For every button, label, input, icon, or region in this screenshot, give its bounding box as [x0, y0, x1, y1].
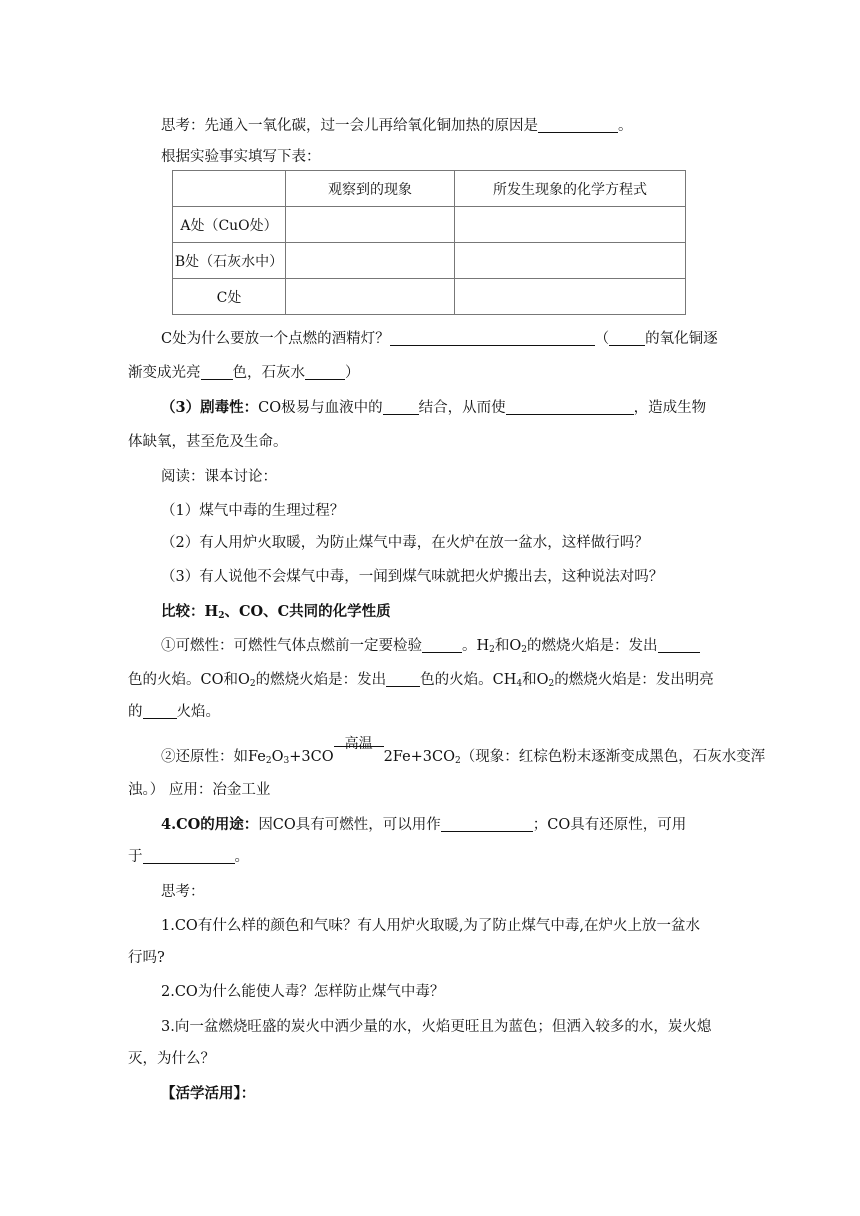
toxicity-line-2: 体缺氧，甚至危及生命。	[128, 434, 288, 450]
reading-item: （2）有人用炉火取暖，为防止煤气中毒，在火炉在放一盆水，这样做行吗？	[161, 535, 649, 551]
c-question-line-2: 渐变成光亮 色，石灰水 ）	[128, 365, 360, 381]
reduction-line-2: 浊。） 应用：冶金工业	[128, 782, 271, 798]
answer-blank[interactable]	[538, 118, 618, 134]
combustibility-line-3: 的 火焰。	[128, 704, 220, 720]
answer-blank[interactable]	[143, 849, 235, 865]
row-label: B处（石灰水中）	[173, 243, 286, 279]
experiment-table	[172, 170, 686, 315]
answer-cell[interactable]	[455, 243, 686, 279]
think-title: 思考：	[161, 884, 205, 900]
think-text: 思考：先通入一氧化碳，过一会儿再给氧化铜加热的原因是	[161, 118, 538, 134]
table-header-row	[173, 171, 686, 207]
table-header-cell: 所发生现象的化学方程式	[455, 171, 686, 207]
reaction-condition: 高温	[334, 747, 384, 762]
think-question-cont: 灭，为什么？	[128, 1051, 215, 1067]
table-row	[173, 207, 686, 243]
apply-heading: 【活学活用】：	[161, 1085, 256, 1102]
answer-blank[interactable]	[201, 365, 233, 381]
think-question: 3.向一盆燃烧旺盛的炭火中洒少量的水，火焰更旺且为蓝色；但洒入较多的水，炭火熄	[161, 1019, 712, 1035]
think-question-cont: 行吗?	[128, 950, 165, 966]
answer-blank[interactable]	[506, 400, 634, 416]
table-header-cell	[173, 171, 286, 207]
answer-cell[interactable]	[286, 279, 455, 315]
table-row	[173, 279, 686, 315]
answer-blank[interactable]	[658, 638, 700, 654]
answer-blank[interactable]	[143, 704, 177, 720]
table-row	[173, 243, 686, 279]
compare-heading: 比较：$H_2$、CO、C共同的化学性质	[161, 603, 391, 621]
row-label: C处	[173, 279, 286, 315]
combustibility-line-1: ①可燃性：可燃性气体点燃前一定要检验 。$H_2$和$O_2$的燃烧火焰是：发出	[161, 634, 700, 655]
think-question: 2.CO为什么能使人毒？怎样防止煤气中毒？	[161, 984, 445, 1000]
c-question-line-1: C处为什么要放一个点燃的酒精灯？ （ 的氧化铜逐	[161, 331, 718, 347]
reduction-line-1: ②还原性：如$Fe_2O_3+3CO$ 高温 $2Fe+3CO_2$（现象：红棕色粉末逐渐变成黑色，石灰水变浑	[161, 735, 766, 766]
answer-cell[interactable]	[455, 207, 686, 243]
answer-blank[interactable]	[422, 638, 462, 654]
answer-cell[interactable]	[286, 207, 455, 243]
answer-blank[interactable]	[386, 672, 420, 688]
answer-blank[interactable]	[390, 331, 595, 347]
section-heading: （3）剧毒性：	[161, 399, 259, 416]
table-header-cell: 观察到的现象	[286, 171, 455, 207]
combustibility-line-2: 色的火焰。CO和$O_2$的燃烧火焰是：发出 色的火焰。$CH_4$和$O_2$的燃烧火焰是：发出明亮	[128, 672, 714, 689]
think-line-1: 思考：先通入一氧化碳，过一会儿再给氧化铜加热的原因是 。	[161, 118, 633, 134]
answer-blank[interactable]	[609, 331, 645, 347]
answer-blank[interactable]	[441, 817, 533, 833]
toxicity-line-1: （3）剧毒性：CO极易与血液中的 结合，从而使 ，造成生物	[161, 399, 707, 416]
row-label: A处（CuO处）	[173, 207, 286, 243]
answer-cell[interactable]	[286, 243, 455, 279]
section-heading: 4.CO的用途：	[161, 816, 259, 833]
answer-cell[interactable]	[455, 279, 686, 315]
uses-line-1: 4.CO的用途：因CO具有可燃性，可以用作 ；CO具有还原性，可用	[161, 816, 687, 833]
table-intro: 根据实验事实填写下表：	[161, 149, 321, 165]
reading-item: （1）煤气中毒的生理过程？	[161, 503, 345, 519]
think-question: 1.CO有什么样的颜色和气味？有人用炉火取暖,为了防止煤气中毒,在炉火上放一盆水	[161, 918, 701, 934]
answer-blank[interactable]	[383, 400, 419, 416]
answer-blank[interactable]	[305, 365, 345, 381]
uses-line-2: 于 。	[128, 849, 249, 865]
reading-title: 阅读：课本讨论：	[161, 469, 277, 485]
reading-item: （3）有人说他不会煤气中毒，一闻到煤气味就把火炉搬出去，这种说法对吗？	[161, 569, 664, 585]
